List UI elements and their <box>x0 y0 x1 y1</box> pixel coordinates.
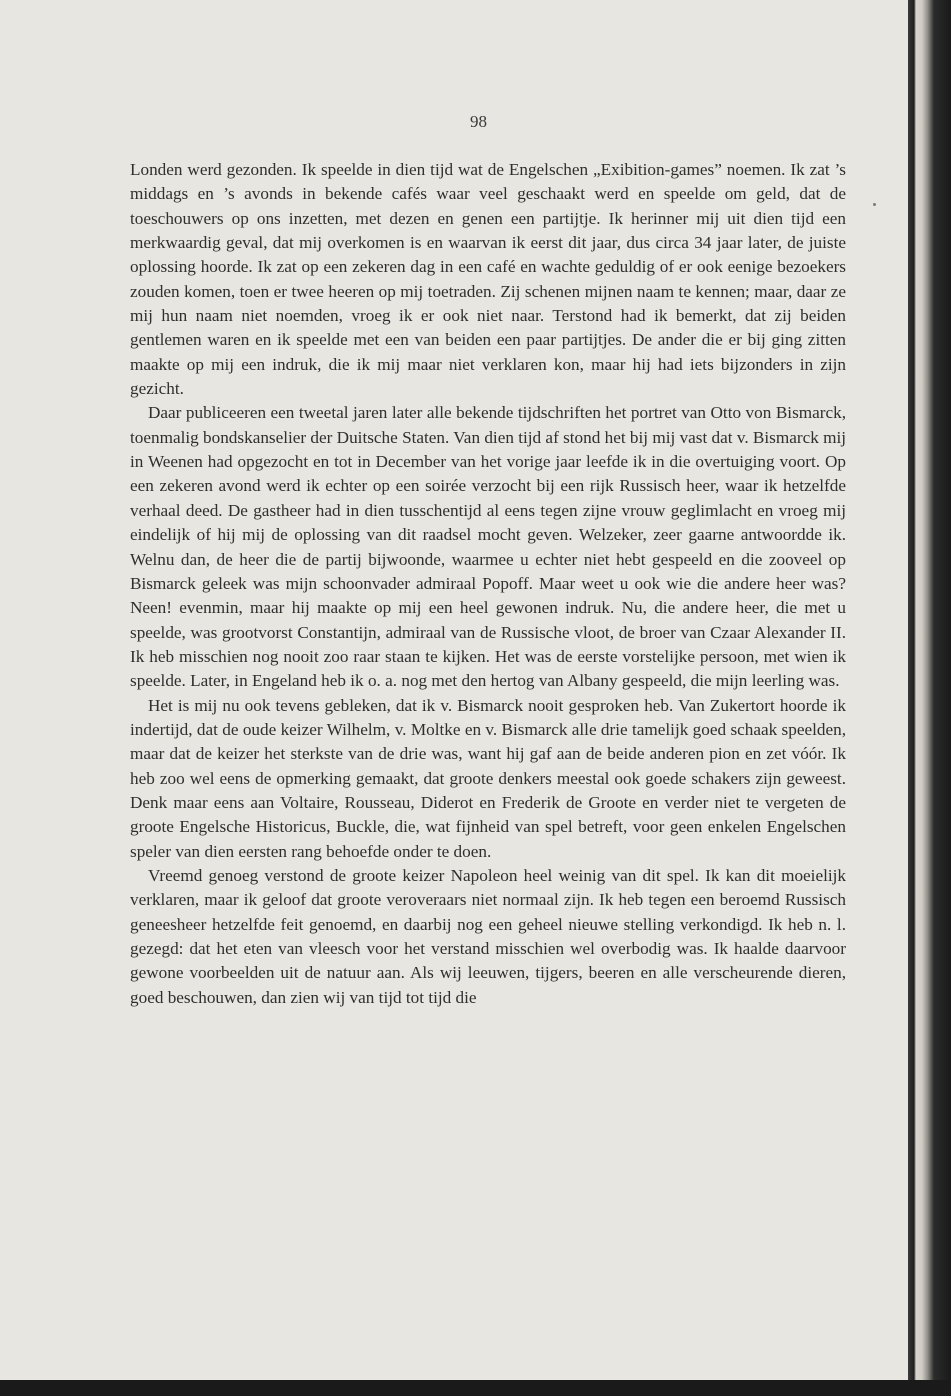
scan-right-edge <box>908 0 951 1396</box>
paper-speck <box>873 203 876 206</box>
scan-bottom-edge <box>0 1380 951 1396</box>
paragraph: Londen werd gezonden. Ik speelde in dien tijd wat de Engelschen „Exibition-games” noemen. Ik zat ’s middags en ’s avonds in bekende cafés waar veel geschaakt werd en speelde om geld, dat de toeschouwers op ons inzetten, met dezen en genen een partijtje. Ik herinner mij uit dien tijd een merkwaardig geval, dat mij overkomen is en waarvan ik eerst dit jaar, dus circa 34 jaar later, de juiste oplossing hoorde. Ik zat op een zekeren dag in een café en wachte geduldig of er ook eenige bezoekers zouden komen, toen er twee heeren op mij toetraden. Zij schenen mijnen naam te kennen; maar, daar ze mij hun naam niet noemden, vroeg ik er ook niet naar. Terstond had ik bemerkt, dat zij beiden gentlemen waren en ik speelde met een van beiden een paar partijtjes. De ander die er bij ging zitten maakte op mij een indruk, die ik mij maar niet verklaren kon, maar hij had iets bijzonders in zijn gezicht. <box>130 160 846 399</box>
paragraph: Het is mij nu ook tevens gebleken, dat ik v. Bismarck nooit gesproken heb. Van Zukertort hoorde ik indertijd, dat de oude keizer Wilhelm, v. Moltke en v. Bismarck alle drie tamelijk goed schaak speelden, maar dat de keizer het sterkste van de drie was, want hij gaf aan de beide anderen pion en zet vóór. Ik heb zoo wel eens de opmerking gemaakt, dat groote denkers meestal ook goede schakers zijn geweest. Denk maar eens aan Voltaire, Rousseau, Diderot en Frederik de Groote en verder niet te vergeten de groote Engelsche Historicus, Buckle, die, wat fijnheid van spel betreft, voor geen enkelen Engelschen speler van dien eersten rang behoefde onder te doen. <box>130 695 846 861</box>
paragraph: Daar publiceeren een tweetal jaren later alle bekende tijdschriften het portret van Otto von Bismarck, toenmalig bondskanselier der Duitsche Staten. Van dien tijd af stond het bij mij vast dat v. Bismarck mij in Weenen had opgezocht en tot in December van het vorige jaar leefde ik in die overtuiging voort. Op een zekeren avond werd ik echter op een soirée verzocht bij een rijk Russisch heer, waar ik hetzelfde verhaal deed. De gastheer had in dien tusschentijd al eens tegen zijne vrouw geglimlacht en vroeg mij eindelijk of hij mij de oplossing van dit raadsel mocht geven. Welzeker, zeer gaarne antwoordde ik. Welnu dan, de heer die de partij bijwoonde, waarmee u echter niet hebt gespeeld en die zooveel op Bismarck geleek was mijn schoonvader admiraal Popoff. Maar weet u ook wie die andere heer was? Neen! evenmin, maar hij maakte op mij een heel gewonen indruk. Nu, die andere heer, die met u speelde, was grootvorst Constantijn, admiraal van de Russische vloot, de broer van Czaar Alexander II. Ik heb misschien nog nooit zoo raar staan te kijken. Het was de eerste vorstelijke persoon, met wien ik speelde. Later, in Engeland heb ik o. a. nog met den hertog van Albany gespeeld, die mijn leerling was. <box>130 403 847 691</box>
paragraph: Vreemd genoeg verstond de groote keizer Napoleon heel weinig van dit spel. Ik kan dit moeielijk verklaren, maar ik geloof dat groote veroveraars niet normaal zijn. Ik heb tegen een beroemd Russisch geneesheer hetzelfde feit genoemd, en daarbij nog een geheel nieuwe stelling verkondigd. Ik heb n. l. gezegd: dat het eten van vleesch voor het verstand misschien wel overbodig was. Ik haalde daarvoor gewone voorbeelden uit de natuur aan. Als wij leeuwen, tijgers, beeren en alle verscheurende dieren, goed beschouwen, dan zien wij van tijd tot tijd die <box>130 865 846 1007</box>
page-number: 98 <box>470 112 487 131</box>
body-text <box>130 158 846 1010</box>
